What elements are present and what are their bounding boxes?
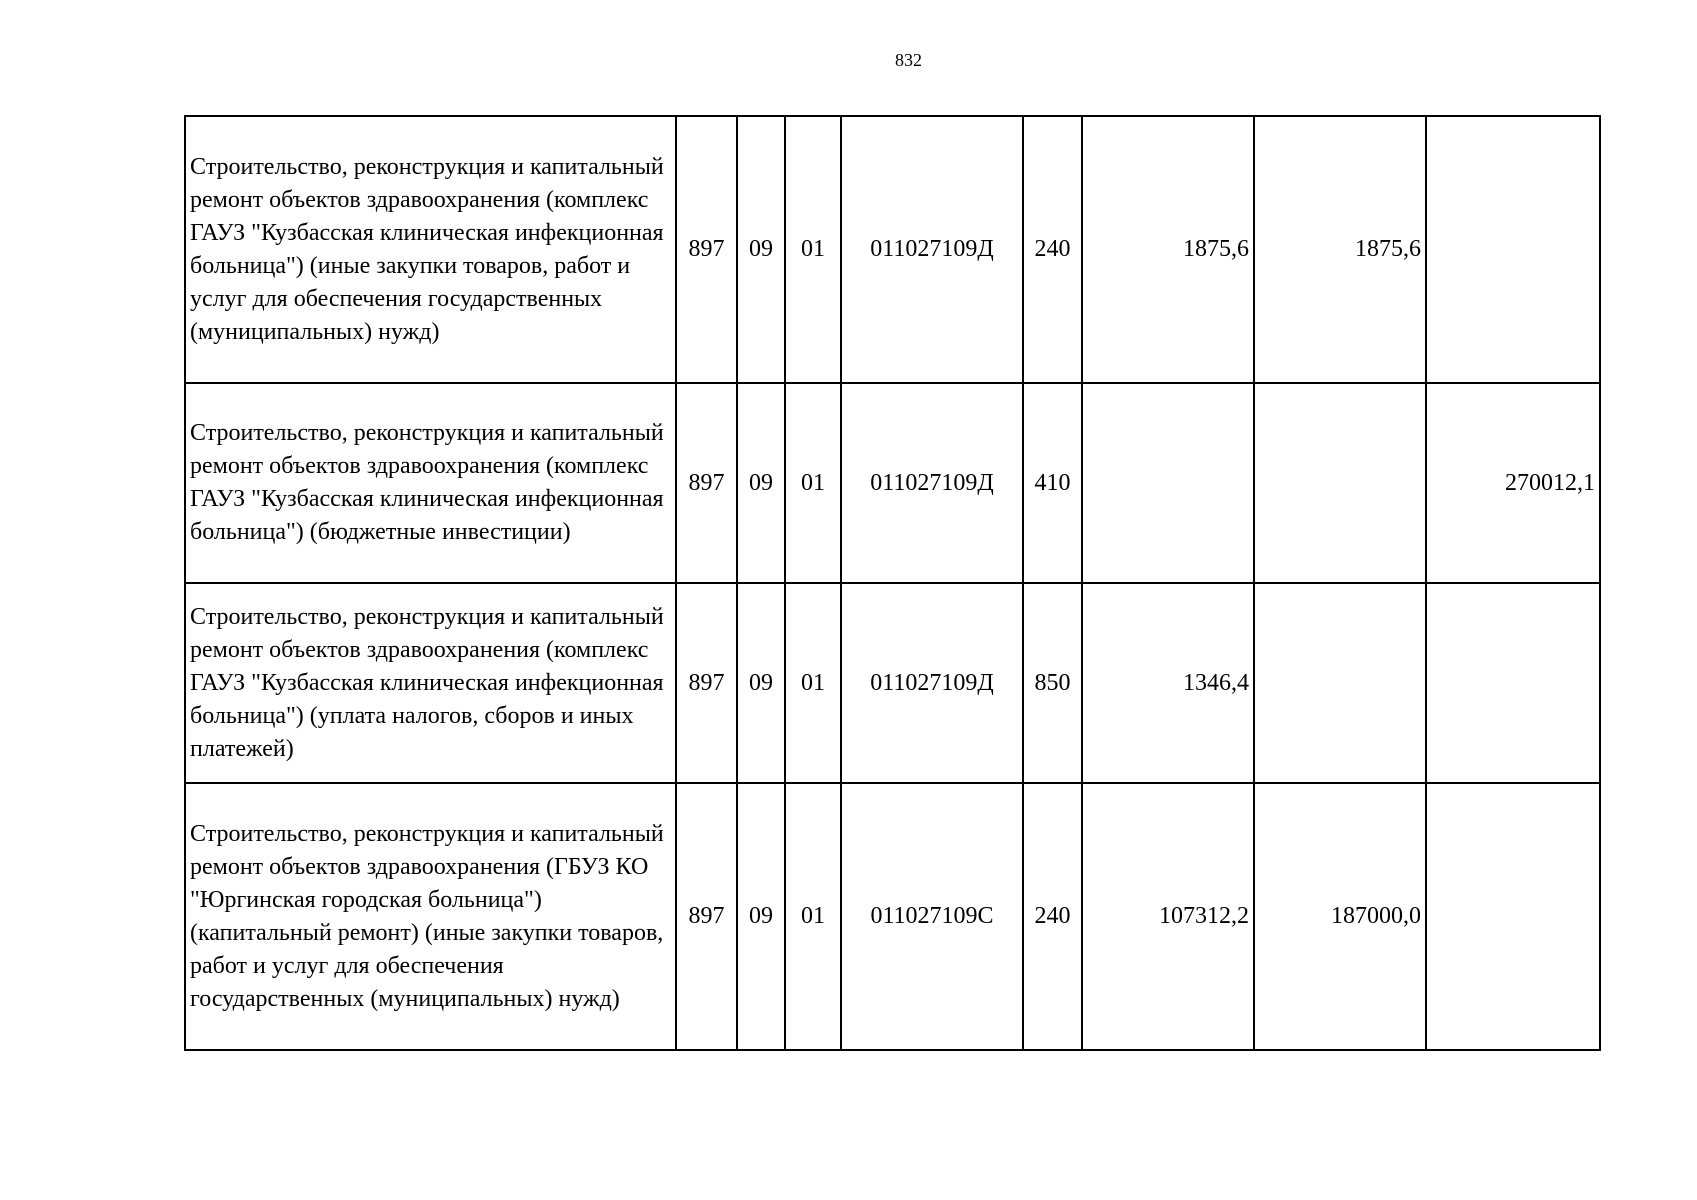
target-article-cell: 011027109Д: [841, 116, 1023, 383]
table-row: [185, 583, 1600, 783]
page-number: 832: [895, 50, 922, 70]
subsection-code-cell: 01: [785, 383, 841, 583]
amount-year2-cell: 1875,6: [1254, 116, 1426, 383]
subsection-code-cell: 01: [785, 116, 841, 383]
section-code-cell: 09: [737, 583, 785, 783]
amount-year1-cell: 107312,2: [1082, 783, 1254, 1050]
target-article-cell: 011027109Д: [841, 383, 1023, 583]
amount-year1-cell: 1875,6: [1082, 116, 1254, 383]
expense-type-cell: 850: [1023, 583, 1082, 783]
amount-year2-cell: [1254, 583, 1426, 783]
expense-description-cell: Строительство, реконструкция и капитальный ремонт объектов здравоохранения (комплекс ГАУЗ "Кузбасская клиническая инфекционная больница") (бюджетные инвестиции): [185, 383, 676, 583]
table-row: [185, 783, 1600, 1050]
subsection-code-cell: 01: [785, 583, 841, 783]
expense-description-cell: Строительство, реконструкция и капитальный ремонт объектов здравоохранения (ГБУЗ КО "Юргинская городская больница") (капитальный ремонт) (иные закупки товаров, работ и услуг для обеспечения государственных (муниципальных) нужд): [185, 783, 676, 1050]
amount-year1-cell: [1082, 383, 1254, 583]
ministry-code-cell: 897: [676, 116, 737, 383]
section-code-cell: 09: [737, 783, 785, 1050]
ministry-code-cell: 897: [676, 583, 737, 783]
expense-description-cell: Строительство, реконструкция и капитальный ремонт объектов здравоохранения (комплекс ГАУЗ "Кузбасская клиническая инфекционная больница") (уплата налогов, сборов и иных платежей): [185, 583, 676, 783]
ministry-code-cell: 897: [676, 783, 737, 1050]
amount-year3-cell: [1426, 783, 1600, 1050]
section-code-cell: 09: [737, 116, 785, 383]
amount-year2-cell: 187000,0: [1254, 783, 1426, 1050]
amount-year1-cell: 1346,4: [1082, 583, 1254, 783]
section-code-cell: 09: [737, 383, 785, 583]
amount-year3-cell: [1426, 116, 1600, 383]
expense-type-cell: 240: [1023, 116, 1082, 383]
target-article-cell: 011027109С: [841, 783, 1023, 1050]
subsection-code-cell: 01: [785, 783, 841, 1050]
table-row: [185, 383, 1600, 583]
amount-year3-cell: [1426, 583, 1600, 783]
amount-year2-cell: [1254, 383, 1426, 583]
expense-type-cell: 240: [1023, 783, 1082, 1050]
target-article-cell: 011027109Д: [841, 583, 1023, 783]
expense-description-cell: Строительство, реконструкция и капитальный ремонт объектов здравоохранения (комплекс ГАУЗ "Кузбасская клиническая инфекционная больница") (иные закупки товаров, работ и услуг для обеспечения государственных (муниципальных) нужд): [185, 116, 676, 383]
ministry-code-cell: 897: [676, 383, 737, 583]
amount-year3-cell: 270012,1: [1426, 383, 1600, 583]
budget-table: [184, 115, 1601, 1051]
table-row: [185, 116, 1600, 383]
expense-type-cell: 410: [1023, 383, 1082, 583]
